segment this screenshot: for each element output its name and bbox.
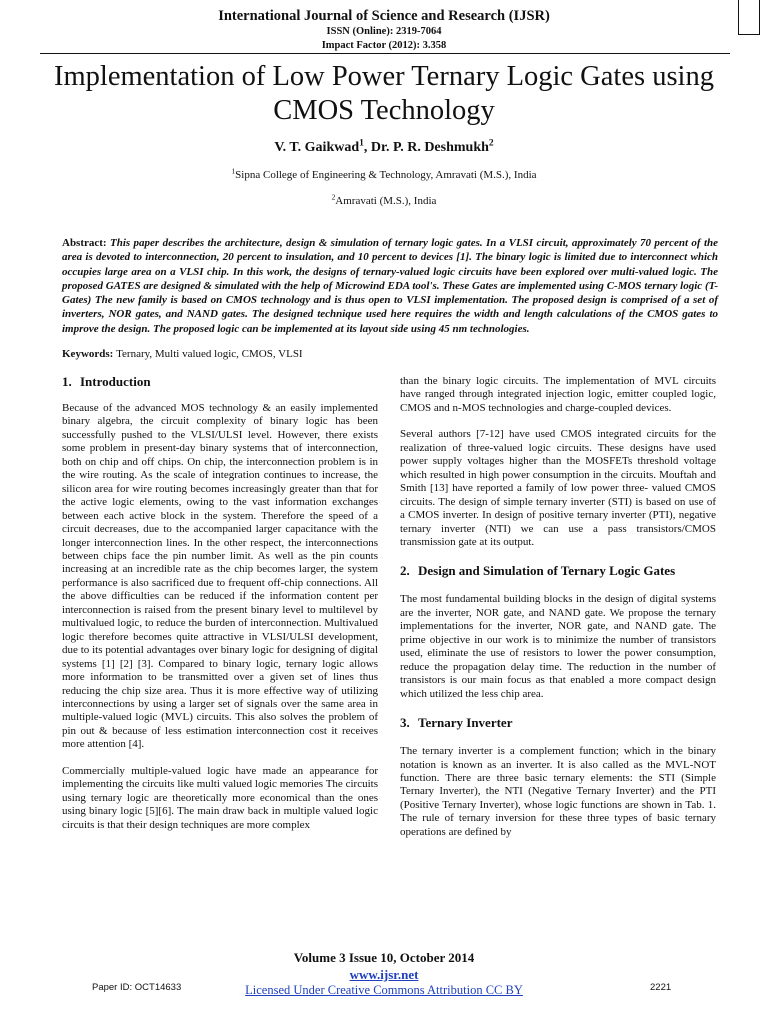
footer-volume: Volume 3 Issue 10, October 2014 [293, 950, 475, 965]
paper-title: Implementation of Low Power Ternary Logic Gates using CMOS Technology [54, 61, 714, 126]
introduction-paragraph-1: Because of the advanced MOS technology & an easily implemented binary algebra, the circuit complexity of binary logic has been successfully pushed to the VLSI/ULSI level. However, there exists some problem in present-day binary systems that of interconnection, both on chip and off chips. On chip, the interconnection problem is in the wire routing. As the scale of integration continues to increase, the silicon area for wire routing becomes increasingly greater than that for the active logic elements, owing to the vast information exchanges between each active block in the system. Therefore the speed of a circuit decreases, due to the accompanied larger capacitance with the longer interconnection lines. In the other respect, the interconnections between chips face the pin number limit. As well as the pin counts increasing at an incredible rate as the chip becomes larger, the system performance is also sacrificed due to frequent off-chip connections. All the above difficulties can be reduced if the information content per interconnection is raised from the present binary level to multilevel by multivalued logic, to reduce the burden of interconnection. Multivalued logic therefore becomes quite attractive in VLSI/ULSI development, due to its potential advantages over binary logic for designing of digital systems [1] [2] [3]. Compared to binary logic, ternary logic allows more information to be transmitted over a given set of lines thus reducing the chip size area. Thus it is more effective way of utilizing interconnections by using a larger set of signals over the same area in multiple-valued logic (MVL) circuits. This also solves the problem of pin out & because of less estimation interconnection cost it receives more attention [4]. [62, 402, 378, 751]
issn: ISSN (Online): 2319-7064 [326, 26, 442, 37]
affiliation-2-mark: 2 [331, 192, 336, 202]
author-2: Dr. P. R. Deshmukh [370, 140, 489, 155]
section-heading-ternary-inverter [400, 715, 716, 731]
inverter-paragraph-1: The ternary inverter is a complement function; which in the binary notation is known as an inverter. It is also called as the MVL-NOT function. There are three basic ternary elements: the STI (Simple Ternary Inverter), the NTI (Negative Ternary Inverter) and the PTI (Positive Ternary Inverter), whose logic functions are shown in Tab. 1. The rule of ternary inversion for these three types of basic ternary operations are defined by [400, 745, 716, 838]
footer-website-link[interactable]: www.ijsr.net [349, 967, 419, 982]
section-number: 1. [62, 374, 72, 389]
keywords [62, 348, 303, 360]
affiliation-1-text: Sipna College of Engineering & Technology, Amravati (M.S.), India [235, 169, 537, 181]
journal-name: International Journal of Science and Research (IJSR) [218, 8, 550, 24]
impact-factor: Impact Factor (2012): 3.358 [321, 40, 447, 51]
keywords-text: Ternary, Multi valued logic, CMOS, VLSI [116, 348, 303, 360]
paper-id: Paper ID: OCT14633 [92, 982, 182, 993]
affiliation-2-text: Amravati (M.S.), India [335, 195, 437, 207]
introduction-paragraph-2: Commercially multiple-valued logic have made an appearance for implementing the circuits like multi valued logic memories The circuits using ternary logic are theoretically more economical than the ones using binary logic [5][6]. The main draw back in multiple valued logic circuits is that their design techniques are more complex [62, 764, 378, 831]
page-number: 2221 [650, 982, 672, 993]
section-heading-introduction [62, 374, 378, 390]
section-heading-design-simulation [400, 563, 716, 579]
abstract [62, 236, 718, 336]
affiliation-2 [0, 192, 768, 207]
header-divider [40, 53, 730, 54]
section-number: 2. [400, 563, 410, 579]
authors [0, 140, 768, 156]
section-title: Introduction [80, 374, 151, 389]
author-1-affiliation-mark: 1 [359, 138, 364, 149]
affiliation-1 [0, 166, 768, 181]
section-title: Design and Simulation of Ternary Logic Gates [418, 563, 676, 579]
section-number: 3. [400, 715, 410, 731]
keywords-label: Keywords: [62, 348, 117, 360]
introduction-paragraph-3: Several authors [7-12] have used CMOS integrated circuits for the realization of three-valued logic circuits. These designs have used power supply voltages higher than the MOSFETs threshold voltage which resulted in high power consumption in the circuits. Mouftah and Smith [13] have reported a family of low power three- valued CMOS circuits. The design of simple ternary inverter (STI) is based on use of a CMOS inverter. In design of positive ternary inverter (PTI), negative ternary inverter (NTI) we can use a pass transistors/CMOS transmission gate at its output. [400, 428, 716, 548]
introduction-paragraph-2-continued: than the binary logic circuits. The implementation of MVL circuits have ranged through integrated injection logic, emitter coupled logic, CMOS and n-MOS technologies and charge-coupled devices. [400, 375, 716, 414]
right-column [400, 375, 716, 839]
footer-license-link[interactable]: Licensed Under Creative Commons Attribution CC BY [245, 983, 523, 997]
author-2-affiliation-mark: 2 [488, 138, 494, 149]
abstract-label: Abstract: [62, 237, 110, 249]
journal-header [0, 8, 768, 53]
author-1: V. T. Gaikwad [274, 140, 360, 155]
design-paragraph-1: The most fundamental building blocks in the design of digital systems are the inverter, NOR gate, and NAND gate. We propose the ternary implementations for the inverter, NOR gate, and NAND gate. The prime objective in our work is to minimize the number of transistors used, eliminate the use of resistors to lower the power consumption, reduce the propagation delay time. The reduction in the number of transistors is our main focus as that enabled a more compact design which utilized the less chip area. [400, 593, 716, 700]
left-column [62, 374, 378, 832]
section-title: Ternary Inverter [418, 715, 513, 731]
author-separator: , [363, 140, 371, 155]
abstract-text: This paper describes the architecture, design & simulation of ternary logic gates. In a VLSI circuit, approximately 70 percent of the area is devoted to interconnection, 20 percent to insulation, and 10 percent to devices [1]. The binary logic is limited due to interconnect which occupies large area on a VLSI chip. In this work, the designs of ternary-valued logic circuits have been explored over multi-valued logic. The proposed GATES are designed & simulated with the help of Microwind EDA tool's. These Gates are implemented using C-MOS ternary logic (T-Gates) The new family is based on CMOS technology and is thus open to VLSI implementation. The proposed design is comprised of a set of inverters, NOR gates, and NAND gates. The designed technique used here requires the width and length calculations of the CMOS gates to improve the design. The proposed logic can be implemented at its layout side using 45 nm technologies. [62, 237, 718, 335]
affiliation-1-mark: 1 [231, 166, 236, 176]
